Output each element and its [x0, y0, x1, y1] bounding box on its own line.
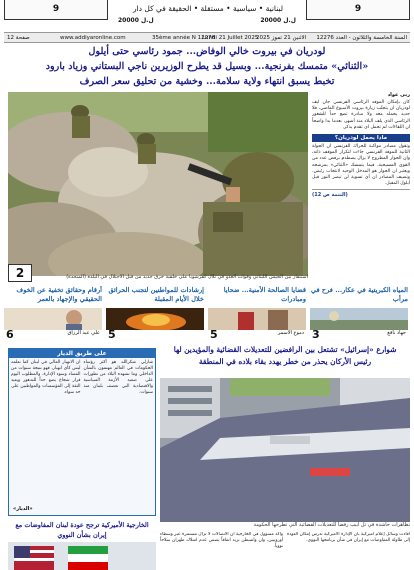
- lead-story-paragraph-2: وتقول مصادر مواكبة للحراك الفرنسي ان الجولة الثانية للموفد الفرنسي جاءت لتكرار الموقف ذاته، وان الحوار المطروح لا يزال يصطدم برفض عدد من القوى المسيحية، فيما يتمسك «الثنائي» بمرشحه ويعتبر ان الحوار هو المدخل الوحيد لانتخاب رئيس. وتضيف المصادر ان أي تسوية لن تبصر النور قبل أيلول المقبل.: [312, 144, 410, 187]
- main-headline-line-3: تخبط يسبق انتهاء ولاية سلامة... وخشية من تحليق سعر الصرف: [79, 76, 335, 87]
- teaser-security-cases[interactable]: [208, 286, 306, 342]
- main-photo-caption: استنفار بين الجيش اللبناني وقوات العدو في تلال كفرشوبا على خلفية خرق جديد من قبل الاحتلال في البلدة (المتحدة): [66, 274, 308, 280]
- teaser-page-number: 5: [210, 328, 218, 341]
- teaser-headline: المياه الكبريتية في عكار... فرح في مرأب: [310, 286, 408, 303]
- page-badge: 2: [8, 264, 32, 282]
- masthead-box-right: 9: [306, 0, 410, 20]
- opinion-title: على طريق الديار: [9, 349, 155, 358]
- opinion-column-2: ان الانهيار المالي في لبنان كما نعلمه ليس كأي انهيار، فهو نتيجة سنوات من الفساد وسوء الإدارة، والمطلوب اليوم قرار شجاع يضع حداً للتدهور ويعيد الثقة إلى المؤسسات والمواطنين على حد سواء.: [11, 360, 81, 395]
- column-divider: [312, 189, 410, 190]
- date-arabic: الاثنين 21 تموز 2025: [256, 35, 307, 41]
- year-issue: السنة الخامسة والثلاثون - العدد 12276: [316, 35, 407, 41]
- masthead-tagline: لبنانية • سياسية • مستقلة • الحقيقة في كل دار: [132, 4, 284, 13]
- teaser-page-number: 5: [108, 328, 116, 341]
- date-french: Lundi 21 Juillet 2025: [202, 35, 259, 41]
- opinion-signature: «الديار»: [13, 506, 33, 512]
- teaser-strip: [4, 286, 410, 342]
- teaser-sulphur-water[interactable]: [310, 286, 408, 342]
- main-headline-line-1: لودريان في بيروت خالي الوفاض... جمود رئاسي حتى أيلول: [88, 46, 326, 57]
- main-headline[interactable]: [4, 44, 410, 90]
- teaser-author: علي عبد الرزاق: [67, 330, 100, 336]
- teaser-headline: إرشادات للمواطنين لتجنب الحرائق خلال الأيام المقبلة: [108, 286, 204, 303]
- bottom-story-image: [8, 542, 156, 570]
- opinion-box[interactable]: [8, 348, 156, 516]
- soldiers-illustration: [8, 92, 308, 276]
- teaser-ageing-facts[interactable]: [4, 286, 102, 342]
- flags-illustration: [8, 542, 156, 570]
- masthead: [0, 0, 414, 32]
- price-label: 20000 ل.ل: [118, 17, 154, 24]
- main-photo-soldiers[interactable]: [8, 92, 308, 276]
- teaser-headline: أرقام وحقائق تخفية عن الخوف الحقيقي والإجهاد بالعمر: [16, 286, 102, 303]
- issue-number: 35ème année N 12276: [152, 35, 216, 41]
- crowd-photo[interactable]: [160, 378, 410, 522]
- author-byline: ربى عواد: [387, 92, 410, 98]
- bottom-story-text: [160, 532, 410, 570]
- second-headline-line-1: شوارع «إسرائيل» تشتعل بين الرافضين للتعديلات القضائية والمؤيدين لها: [173, 345, 397, 354]
- lead-story-column: [312, 92, 410, 282]
- website-link[interactable]: www.addiyaronline.com: [60, 35, 126, 41]
- teaser-image-fire: [106, 308, 204, 330]
- crowd-photo-caption: تظاهرات حاشدة في تل أبيب رفضاً للتعديلات القضائية التي تطرحها الحكومة: [253, 522, 410, 528]
- page-count: 12 صفحة: [7, 35, 30, 41]
- opinion-columns: [9, 358, 155, 398]
- dateline-bar: [4, 32, 410, 43]
- opinion-column-1: شارلي شكرالله هو أكثر رؤساء الحكومات في العالم مهتمون بالشأن الداخلي وما تشهده البلاد من تطورات على صعيد الأزمة السياسية والاقتصادية التي تعصف بلبنان منذ سنوات.: [83, 360, 153, 395]
- teaser-author: جهاد نافع: [387, 330, 406, 336]
- continued-link[interactable]: (التتمة ص 12): [312, 192, 348, 199]
- lead-story-subhead: ماذا يحمل لودريان؟: [312, 134, 410, 142]
- teaser-page-number: 6: [6, 328, 14, 341]
- masthead-box-left: 9: [4, 0, 108, 20]
- teaser-headline: قضايا الصالحة الأمنية... ضحايا ومبادرات: [223, 286, 306, 303]
- bottom-story-column-2: وأكد مسؤول في الخارجية ان الاتصالات لا تزال مستمرة عبر وسطاء أوروبيين، وان واشنطن تريد اتفاقاً يضمن عدم امتلاك طهران سلاحاً نووياً.: [160, 532, 283, 549]
- price-label-right: 20000 ل.ل: [260, 17, 296, 24]
- crowd-illustration: [160, 378, 410, 522]
- second-headline-line-2: رئيس الأركان يحذر من خطر يهدد بقاء بلاده في المنطقة: [198, 357, 372, 366]
- bottom-story-headline[interactable]: الخارجية الأميركية ترجح عودة لبنان المفاوضات مع إيران بشأن النووي: [15, 521, 149, 539]
- teaser-image-sulphur: [310, 308, 408, 330]
- second-headline[interactable]: [160, 344, 410, 374]
- main-headline-line-2: «الثنائي» متمسك بفرنجية... وبسيل قد يطرح الوزيرين ناجي البستاني وزياد بارود: [45, 61, 369, 72]
- teaser-author: دموع الاسمر: [277, 330, 304, 336]
- lead-story-paragraph-1: كان بإمكان الموفد الرئاسي الفرنسي جان ايف لودريان ان يتجنّب زيارة بيروت الأسبوع الماضي، فلا جديد يحمله معه ولا مبادرة تضع حداً للشغور الرئاسي الذي يلف البلاد منذ أشهر، بعدما بدا واضحاً ان اللقاءات لم تحمل اي تقدم يذكر.: [312, 100, 410, 130]
- teaser-fire-guidance[interactable]: [106, 286, 204, 342]
- teaser-image-ageing: [4, 308, 102, 330]
- teaser-page-number: 3: [312, 328, 320, 341]
- bottom-story-column-1: أفادت وسائل إعلام أميركية بأن الإدارة الأميركية تدرس إمكان العودة إلى طاولة المفاوضات مع إيران في شأن برنامجها النووي.: [287, 532, 410, 543]
- teaser-image-security: [208, 308, 306, 330]
